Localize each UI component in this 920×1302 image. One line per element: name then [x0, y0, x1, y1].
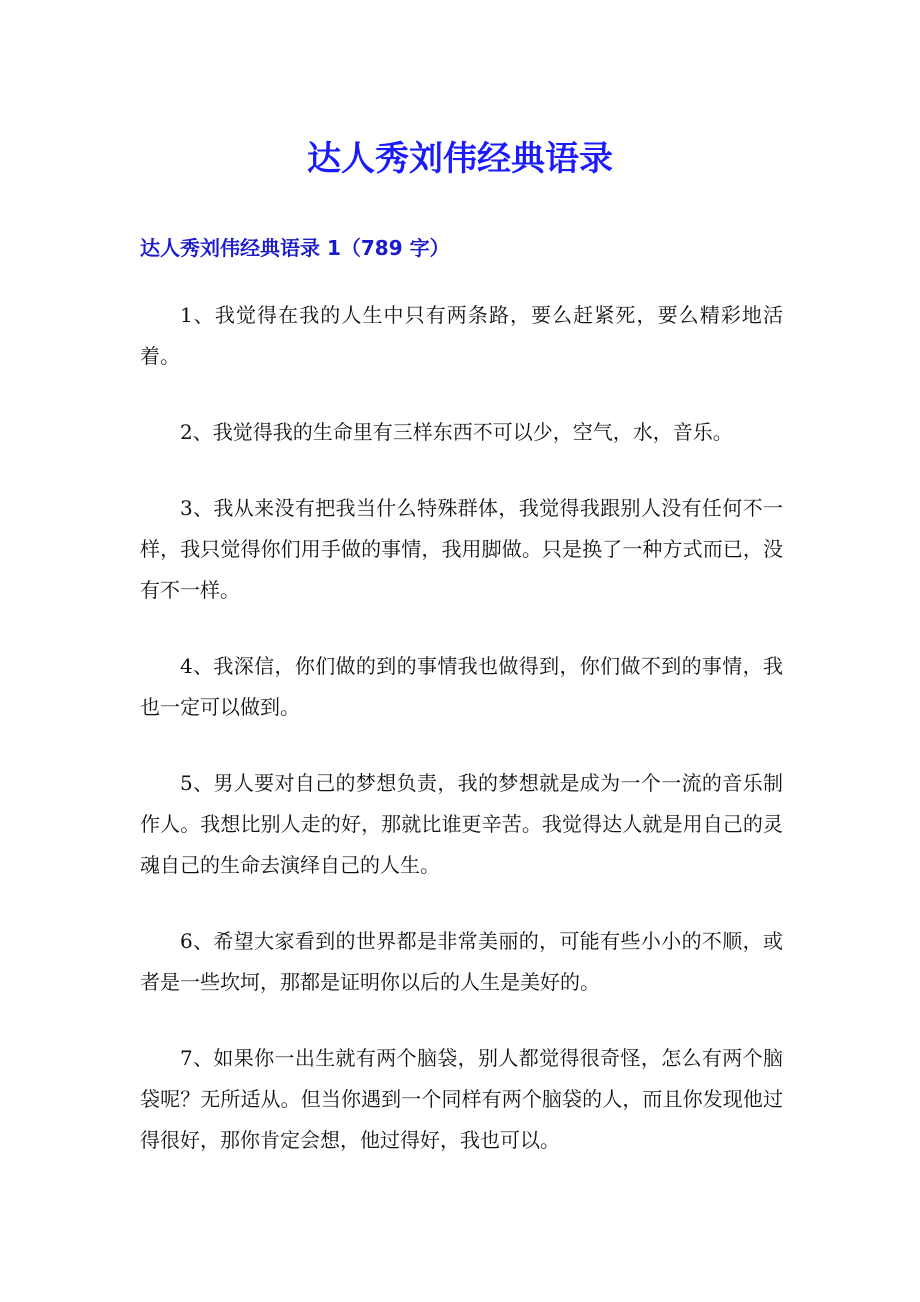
section-heading: 达人秀刘伟经典语录 1（789 字） [140, 236, 450, 260]
quote-item: 6、希望大家看到的世界都是非常美丽的，可能有些小小的不顺，或者是一些坎坷，那都是证明你以后的人生是美好的。 [140, 929, 783, 994]
quote-item: 4、我深信，你们做的到的事情我也做得到，你们做不到的事情，我也一定可以做到。 [140, 654, 783, 719]
quote-item: 2、我觉得我的生命里有三样东西不可以少，空气，水，音乐。 [180, 420, 733, 444]
quote-item: 3、我从来没有把我当什么特殊群体，我觉得我跟别人没有任何不一样，我只觉得你们用手做的事情，我用脚做。只是换了一种方式而已，没有不一样。 [140, 496, 783, 602]
quote-item: 7、如果你一出生就有两个脑袋，别人都觉得很奇怪，怎么有两个脑袋呢？无所适从。但当你遇到一个同样有两个脑袋的人，而且你发现他过得很好，那你肯定会想，他过得好，我也可以。 [140, 1046, 783, 1152]
quote-item: 1、我觉得在我的人生中只有两条路，要么赶紧死，要么精彩地活着。 [140, 303, 783, 368]
quote-list [140, 295, 783, 1196]
quote-item: 5、男人要对自己的梦想负责，我的梦想就是成为一个一流的音乐制作人。我想比别人走的好，那就比谁更辛苦。我觉得达人就是用自己的灵魂自己的生命去演绎自己的人生。 [140, 771, 783, 877]
page-title: 达人秀刘伟经典语录 [307, 139, 613, 179]
